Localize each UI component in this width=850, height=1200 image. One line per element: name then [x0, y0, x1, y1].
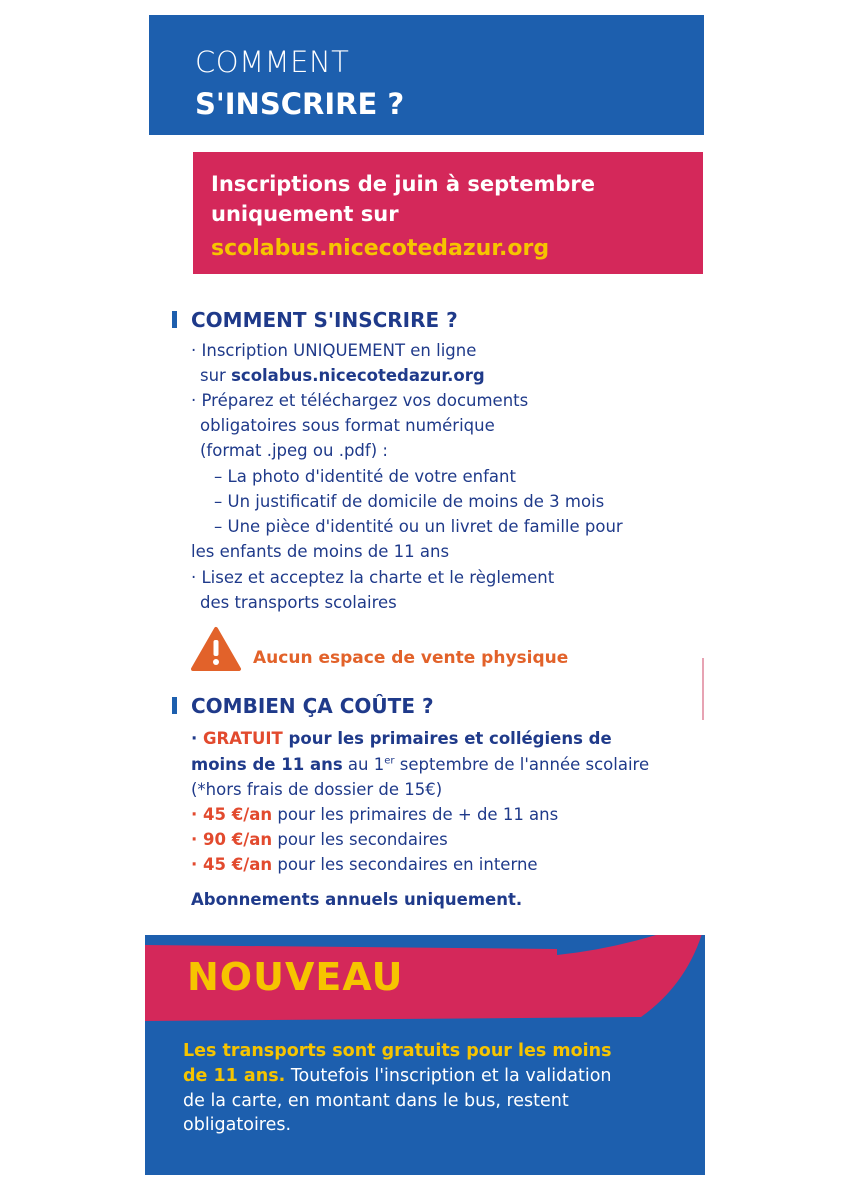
bullet-docs-l1: · Préparez et téléchargez vos documents [191, 391, 529, 410]
section-title-text: COMBIEN ÇA COÛTE ? [191, 694, 434, 718]
bullet-charte-l2: des transports scolaires [200, 593, 397, 612]
doc-identite-l2: les enfants de moins de 11 ans [191, 542, 450, 561]
gratuit-rest: pour les primaires et collégiens de [282, 729, 612, 748]
price-secondaires-text: pour les secondaires [272, 830, 448, 849]
doc-identite-l1: – Une pièce d'identité ou un livret de famille pour [214, 517, 623, 536]
price-primaires-text: pour les primaires de + de 11 ans [272, 805, 559, 824]
price-secondaires: · 90 €/an pour les secondaires [191, 830, 448, 849]
bullet-docs-l3: (format .jpeg ou .pdf) : [200, 441, 388, 460]
footer-line4: obligatoires. [183, 1115, 292, 1135]
price-primaires-value: 45 €/an [203, 805, 273, 824]
doc-domicile: – Un justificatif de domicile de moins de 3 mois [214, 492, 605, 511]
banner-url-link[interactable]: scolabus.nicecotedazur.org [211, 236, 550, 261]
warning-text: Aucun espace de vente physique [253, 648, 569, 668]
price-interne-value: 45 €/an [203, 855, 273, 874]
bullet-online-url[interactable]: scolabus.nicecotedazur.org [231, 366, 485, 385]
divider-line [702, 658, 704, 720]
gratuit-dot: · [191, 729, 204, 748]
gratuit-sup: er [384, 755, 395, 767]
doc-photo: – La photo d'identité de votre enfant [214, 467, 516, 486]
gratuit-label: GRATUIT [203, 729, 283, 748]
footer-line2-bold: de 11 ans. [183, 1066, 286, 1086]
abonnements-note: Abonnements annuels uniquement. [191, 890, 523, 909]
gratuit-date: septembre de l'année scolaire [394, 755, 650, 774]
bullet-online: · Inscription UNIQUEMENT en ligne [191, 341, 477, 360]
warning-triangle-icon [190, 626, 242, 672]
footer-line1: Les transports sont gratuits pour les moins [183, 1041, 612, 1061]
bullet-charte-l1: · Lisez et acceptez la charte et le règlement [191, 568, 555, 587]
price-interne: · 45 €/an pour les secondaires en interne [191, 855, 538, 874]
section-bar [172, 697, 177, 714]
gratuit-l3: (*hors frais de dossier de 15€) [191, 780, 443, 799]
bullet-online-sur: sur [200, 366, 232, 385]
header-line1: COMMENT [195, 45, 350, 79]
bullet-docs-l2: obligatoires sous format numérique [200, 416, 495, 435]
banner-line1: Inscriptions de juin à septembre [211, 172, 595, 196]
footer-line3: de la carte, en montant dans le bus, restent [183, 1091, 569, 1111]
nouveau-banner [145, 935, 705, 1175]
footer-line2-rest: Toutefois l'inscription et la validation [285, 1066, 612, 1086]
header-banner [149, 15, 704, 135]
section-title-inscription [172, 308, 458, 332]
registration-banner [193, 152, 703, 274]
price-secondaires-value: 90 €/an [203, 830, 273, 849]
price-primaires: · 45 €/an pour les primaires de + de 11 ans [191, 805, 559, 824]
price-interne-text: pour les secondaires en interne [272, 855, 538, 874]
section-title-text: COMMENT S'INSCRIRE ? [191, 308, 458, 332]
section-bar [172, 311, 177, 328]
header-line2: S'INSCRIRE ? [195, 87, 405, 121]
footer-line2 [183, 1066, 683, 1086]
gratuit-l1 [191, 729, 612, 748]
nouveau-title: NOUVEAU [187, 955, 404, 999]
gratuit-l2 [191, 755, 649, 774]
bullet-online-url-line [200, 366, 485, 385]
gratuit-age: moins de 11 ans [191, 755, 343, 774]
banner-line2: uniquement sur [211, 202, 399, 226]
gratuit-au: au 1 [342, 755, 385, 774]
section-title-prix [172, 694, 434, 718]
